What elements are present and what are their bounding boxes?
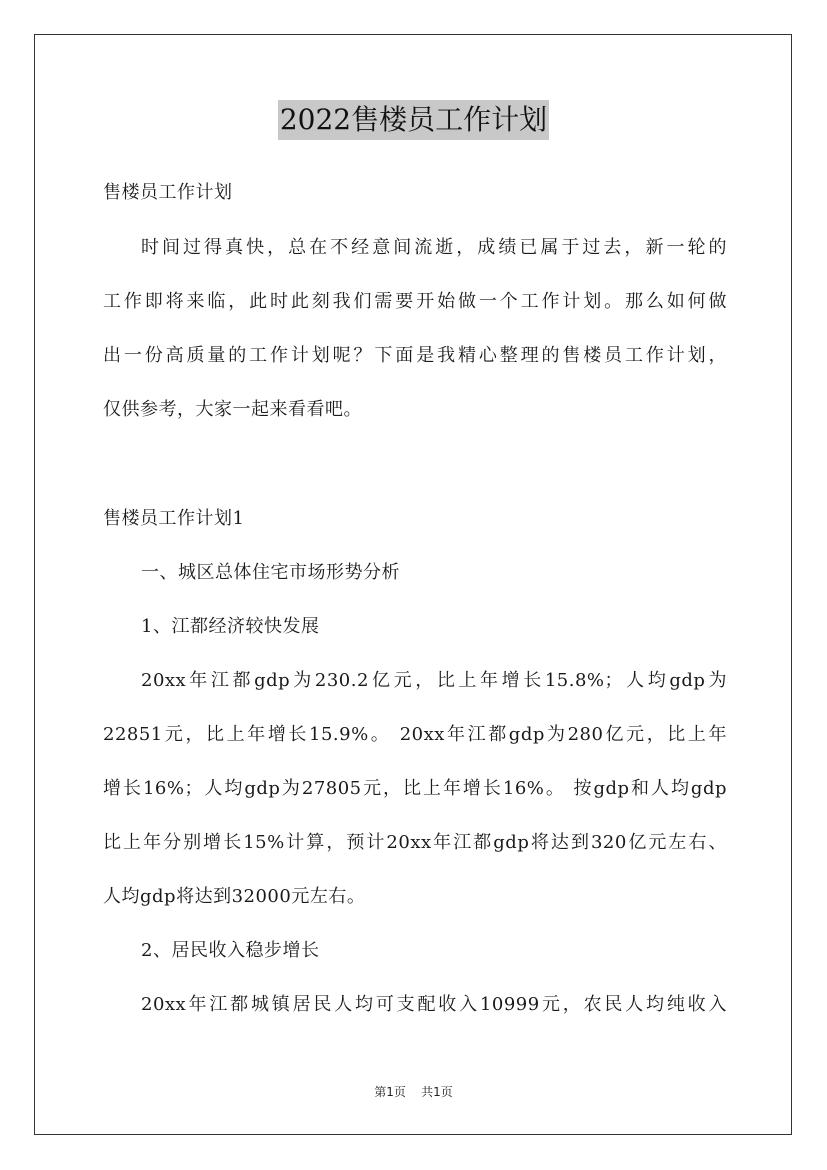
heading-1: 一、城区总体住宅市场形势分析 xyxy=(141,562,400,583)
para-1-line-5: 人均gdp将达到32000元左右。 xyxy=(103,886,366,907)
intro-line-2: 工作即将来临，此时此刻我们需要开始做一个工作计划。那么如何做 xyxy=(103,291,727,312)
intro-line-3: 出一份高质量的工作计划呢？下面是我精心整理的售楼员工作计划， xyxy=(103,345,727,366)
para-1-line-2: 22851元，比上年增长15.9%。 20xx年江都gdp为280亿元，比上年 xyxy=(103,724,727,745)
subtitle: 售楼员工作计划 xyxy=(103,182,233,203)
para-1-line-4: 比上年分别增长15%计算，预计20xx年江都gdp将达到320亿元左右、 xyxy=(103,832,727,853)
para-2-line-1: 20xx年江都城镇居民人均可支配收入10999元，农民人均纯收入 xyxy=(141,994,727,1015)
page-total: 共1页 xyxy=(421,1085,453,1099)
para-1-line-1: 20xx年江都gdp为230.2亿元，比上年增长15.8%；人均gdp为 xyxy=(141,670,727,691)
intro-line-4: 仅供参考，大家一起来看看吧。 xyxy=(103,399,362,420)
document-title: 2022售楼员工作计划 xyxy=(278,100,549,140)
page-footer xyxy=(0,1083,827,1100)
heading-1-2: 2、居民收入稳步增长 xyxy=(141,940,320,961)
para-1-line-3: 增长16%；人均gdp为27805元，比上年增长16%。 按gdp和人均gdp xyxy=(103,778,727,799)
page-number: 第1页 xyxy=(374,1085,406,1099)
section-title: 售楼员工作计划1 xyxy=(103,508,245,529)
intro-line-1: 时间过得真快，总在不经意间流逝，成绩已属于过去，新一轮的 xyxy=(141,237,727,258)
title-wrap xyxy=(0,100,827,140)
heading-1-1: 1、江都经济较快发展 xyxy=(141,616,320,637)
